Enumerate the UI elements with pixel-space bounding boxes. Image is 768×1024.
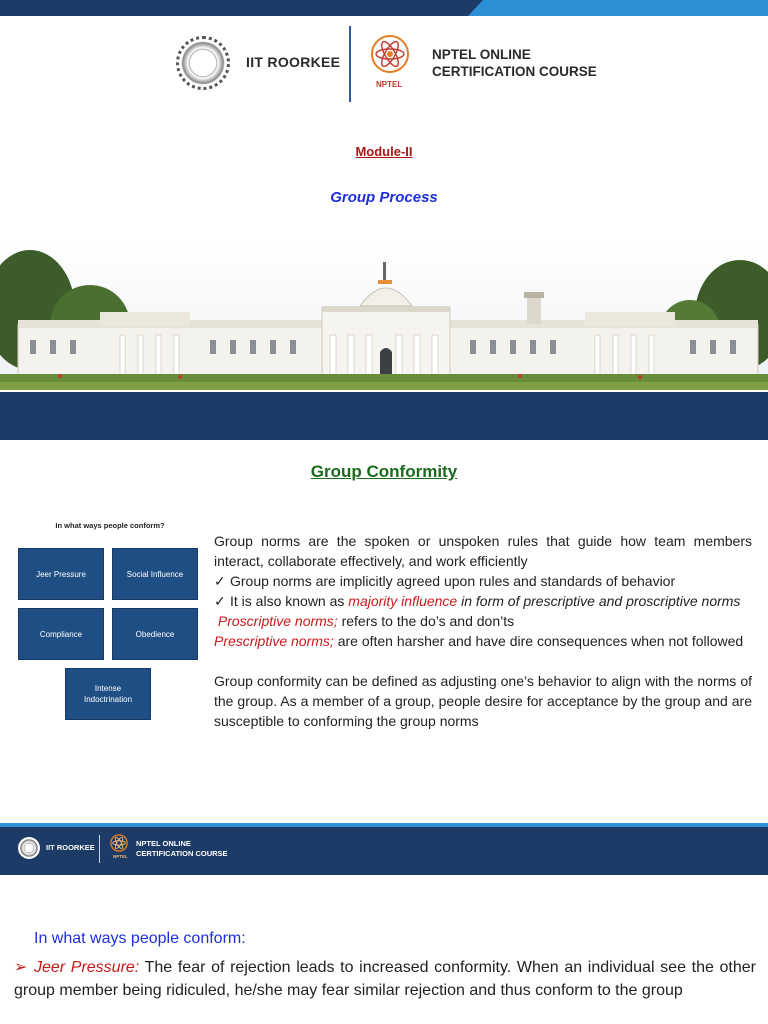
slide-bottom-band [0,392,768,440]
slide-title: Group Conformity [310,462,458,481]
footer-divider [99,835,100,863]
course-title [432,46,597,80]
course-title-line1: NPTEL ONLINE [432,47,531,62]
logo-divider [349,26,351,102]
spacer [214,651,752,671]
footer-course-line1: NPTEL ONLINE [136,839,191,848]
bullet-jeer-pressure [14,956,756,1002]
footer-accent [0,823,768,827]
diagram-box-obedience: Obedience [112,608,198,660]
footer-course-line2: CERTIFICATION COURSE [136,849,228,858]
diagram-box-social-influence: Social Influence [112,548,198,600]
iit-seal-icon [18,837,40,859]
paragraph-group-norms: Group norms are the spoken or unspoken rules that guide how team members interact, collaborate effectively, and work efficiently [214,533,752,569]
paragraph-group-conformity: Group conformity can be defined as adjusting one’s behavior to align with the norms of the group. As a member of a group, people desire for acceptance by the group and are susceptible to conforming the group norms [214,673,752,729]
top-bar [0,0,768,16]
diagram-box-jeer-pressure: Jeer Pressure [18,548,104,600]
proscriptive-label: Proscriptive norms; [217,613,338,629]
footer-institute-name: IIT ROORKEE [46,843,95,852]
slide-footer [0,823,768,875]
bullet-jeer-pressure-text [14,956,756,1002]
lecture-subtitle: Group Process [330,189,438,206]
module-title: Module-II [355,144,413,159]
slide-heading: In what ways people conform: [34,930,246,947]
majority-influence-term: majority influence [348,593,458,609]
institute-name: IIT ROORKEE [246,54,341,70]
jeer-pressure-description: The fear of rejection leads to increased conformity. When an individual see the other group member being ridiculed, he/she may fear similar rejection and thus conform to the group [14,959,756,999]
prescriptive-line [214,631,752,651]
jeer-pressure-label: Jeer Pressure: [34,959,140,976]
slide-body [214,531,752,731]
nptel-badge: NPTEL [376,80,403,89]
header-logos [0,26,768,104]
nptel-logo-icon [110,834,128,852]
nptel-logo-icon [370,34,410,74]
check-item-2-pre: It is also known as [230,593,349,609]
title-slide [0,0,768,440]
checkmark-icon: ✓ [214,593,226,609]
top-bar-accent [468,0,768,16]
diagram-box-intense-indoctrination: Intense Indoctrination [65,668,151,720]
check-item-1-text: Group norms are implicitly agreed upon rules and standards of behavior [230,573,676,589]
prescriptive-text: are often harsher and have dire consequences when not followed [333,633,744,649]
proscriptive-line [214,611,752,631]
iit-seal-icon [176,36,230,90]
diagram-box-compliance: Compliance [18,608,104,660]
arrow-bullet-icon: ➢ [14,959,28,976]
ways-people-conform-slide [0,875,768,1024]
course-title-line2: CERTIFICATION COURSE [432,64,597,79]
proscriptive-text: refers to the do’s and don’ts [337,613,515,629]
check-item-1 [214,571,752,591]
campus-building-photo [0,240,768,390]
check-item-2-post: in form of prescriptive and proscriptive norms [457,593,741,609]
diagram-caption: In what ways people conform? [55,521,165,530]
footer-course-title [136,839,228,859]
check-item-2 [214,591,752,611]
prescriptive-label: Prescriptive norms; [214,633,334,649]
checkmark-icon: ✓ [214,573,226,589]
check-item-2-text [230,591,752,611]
footer-nptel-badge: NPTEL [113,854,128,859]
group-conformity-slide [0,448,768,823]
